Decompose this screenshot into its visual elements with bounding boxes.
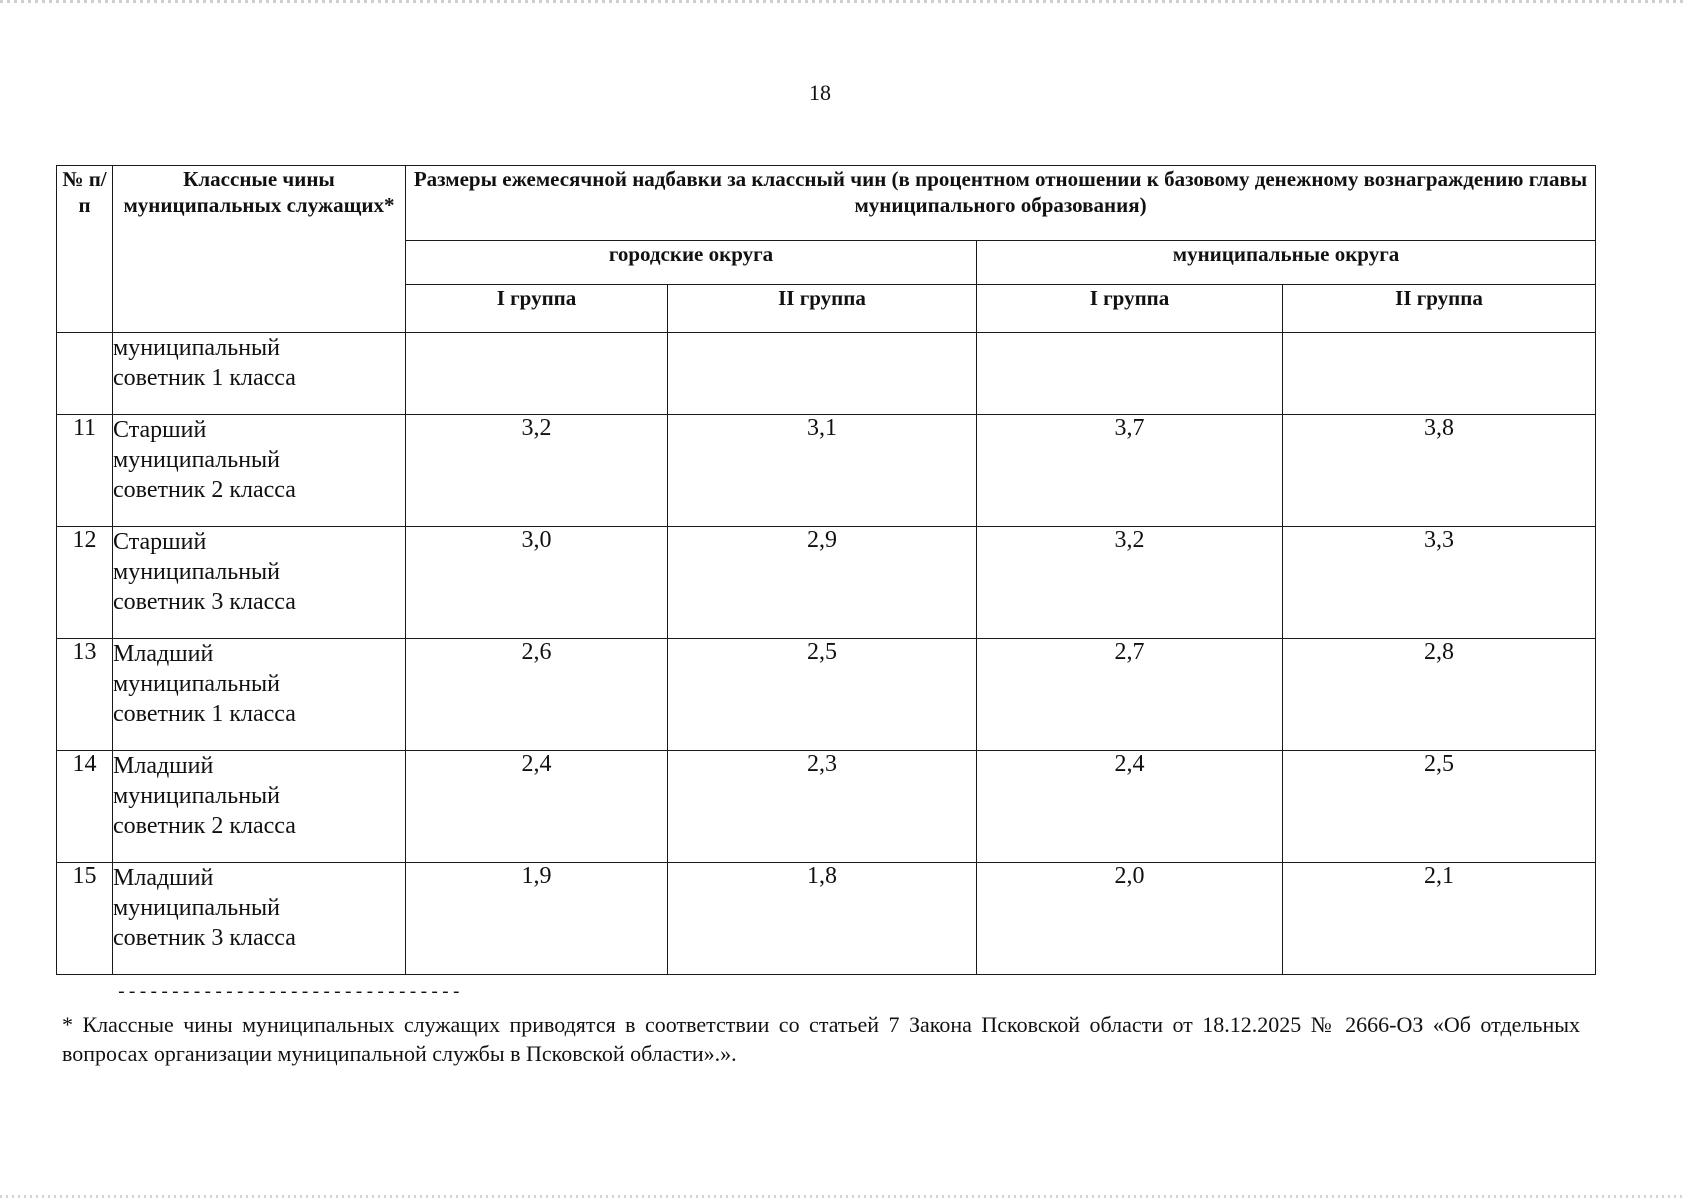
value-municipal-group-1 (977, 333, 1283, 415)
rank-line: Старший (113, 529, 207, 555)
value-municipal-group-1: 2,0 (977, 863, 1283, 975)
rank-line: советник 2 класса (113, 813, 296, 839)
rank-line: Младший (113, 753, 214, 779)
rank-line: муниципальный (113, 335, 281, 361)
value-municipal-group-1: 3,2 (977, 527, 1283, 639)
value-urban-group-2: 2,9 (668, 527, 977, 639)
value-municipal-group-1: 3,7 (977, 415, 1283, 527)
rank-line: советник 1 класса (113, 701, 296, 727)
table-row (57, 639, 1596, 751)
row-number: 14 (57, 751, 113, 863)
rank-name (113, 333, 406, 415)
value-urban-group-2 (668, 333, 977, 415)
rank-line: советник 3 класса (113, 589, 296, 615)
value-municipal-group-1: 2,7 (977, 639, 1283, 751)
rank-name (113, 863, 406, 975)
value-urban-group-1: 2,4 (406, 751, 668, 863)
rank-line: муниципальный (113, 447, 281, 473)
table-header (57, 166, 1596, 333)
table-body (57, 333, 1596, 975)
header-urban-districts: городские округа (406, 241, 977, 285)
rank-line: муниципальный (113, 783, 281, 809)
rank-line: Младший (113, 641, 214, 667)
value-municipal-group-2 (1283, 333, 1596, 415)
table-row (57, 863, 1596, 975)
value-urban-group-2: 3,1 (668, 415, 977, 527)
header-group-municipal-1: I группа (977, 285, 1283, 333)
rank-line: муниципальный (113, 559, 281, 585)
table-row (57, 751, 1596, 863)
value-municipal-group-2: 2,8 (1283, 639, 1596, 751)
header-municipal-districts: муниципальные округа (977, 241, 1596, 285)
footnote-divider: -------------------------------- (116, 983, 462, 1003)
rank-name (113, 527, 406, 639)
row-number: 13 (57, 639, 113, 751)
scan-edge-top (0, 0, 1686, 3)
value-urban-group-1: 2,6 (406, 639, 668, 751)
rank-line: советник 1 класса (113, 365, 296, 391)
value-municipal-group-2: 2,5 (1283, 751, 1596, 863)
value-urban-group-1: 1,9 (406, 863, 668, 975)
value-municipal-group-2: 3,8 (1283, 415, 1596, 527)
rank-line: Младший (113, 865, 214, 891)
rank-line: советник 2 класса (113, 477, 296, 503)
rank-name (113, 639, 406, 751)
rank-line: муниципальный (113, 671, 281, 697)
value-urban-group-2: 2,3 (668, 751, 977, 863)
header-rank: Классные чины муниципальных служащих* (113, 166, 406, 333)
value-municipal-group-2: 3,3 (1283, 527, 1596, 639)
value-urban-group-1: 3,2 (406, 415, 668, 527)
value-urban-group-1 (406, 333, 668, 415)
allowance-table (56, 165, 1596, 975)
table-row (57, 415, 1596, 527)
row-number: 12 (57, 527, 113, 639)
table-row (57, 333, 1596, 415)
header-row-main (57, 166, 1596, 241)
value-urban-group-2: 1,8 (668, 863, 977, 975)
rank-name (113, 751, 406, 863)
header-allowance-size: Размеры ежемесячной надбавки за классный чин (в процентном отношении к базовому денежному вознаграждению главы муниципального образования) (406, 166, 1596, 241)
header-group-municipal-2: II группа (1283, 285, 1596, 333)
value-municipal-group-1: 2,4 (977, 751, 1283, 863)
rank-line: Старший (113, 417, 207, 443)
value-urban-group-1: 3,0 (406, 527, 668, 639)
row-number (57, 333, 113, 415)
header-num: № п/п (57, 166, 113, 333)
value-urban-group-2: 2,5 (668, 639, 977, 751)
rank-line: советник 3 класса (113, 925, 296, 951)
value-municipal-group-2: 2,1 (1283, 863, 1596, 975)
page-number: 18 (809, 80, 831, 105)
row-number: 11 (57, 415, 113, 527)
footnote-text: * Классные чины муниципальных служащих приводятся в соответствии со статьей 7 Закона Псковской области от 18.12.2025 № 2666-ОЗ «Об отдельных вопросах организации муниципальной службы в Псковской области».». (62, 1012, 1580, 1066)
scan-edge-bottom (0, 1195, 1686, 1198)
row-number: 15 (57, 863, 113, 975)
rank-line: муниципальный (113, 895, 281, 921)
header-group-urban-2: II группа (668, 285, 977, 333)
header-group-urban-1: I группа (406, 285, 668, 333)
table-row (57, 527, 1596, 639)
rank-name (113, 415, 406, 527)
